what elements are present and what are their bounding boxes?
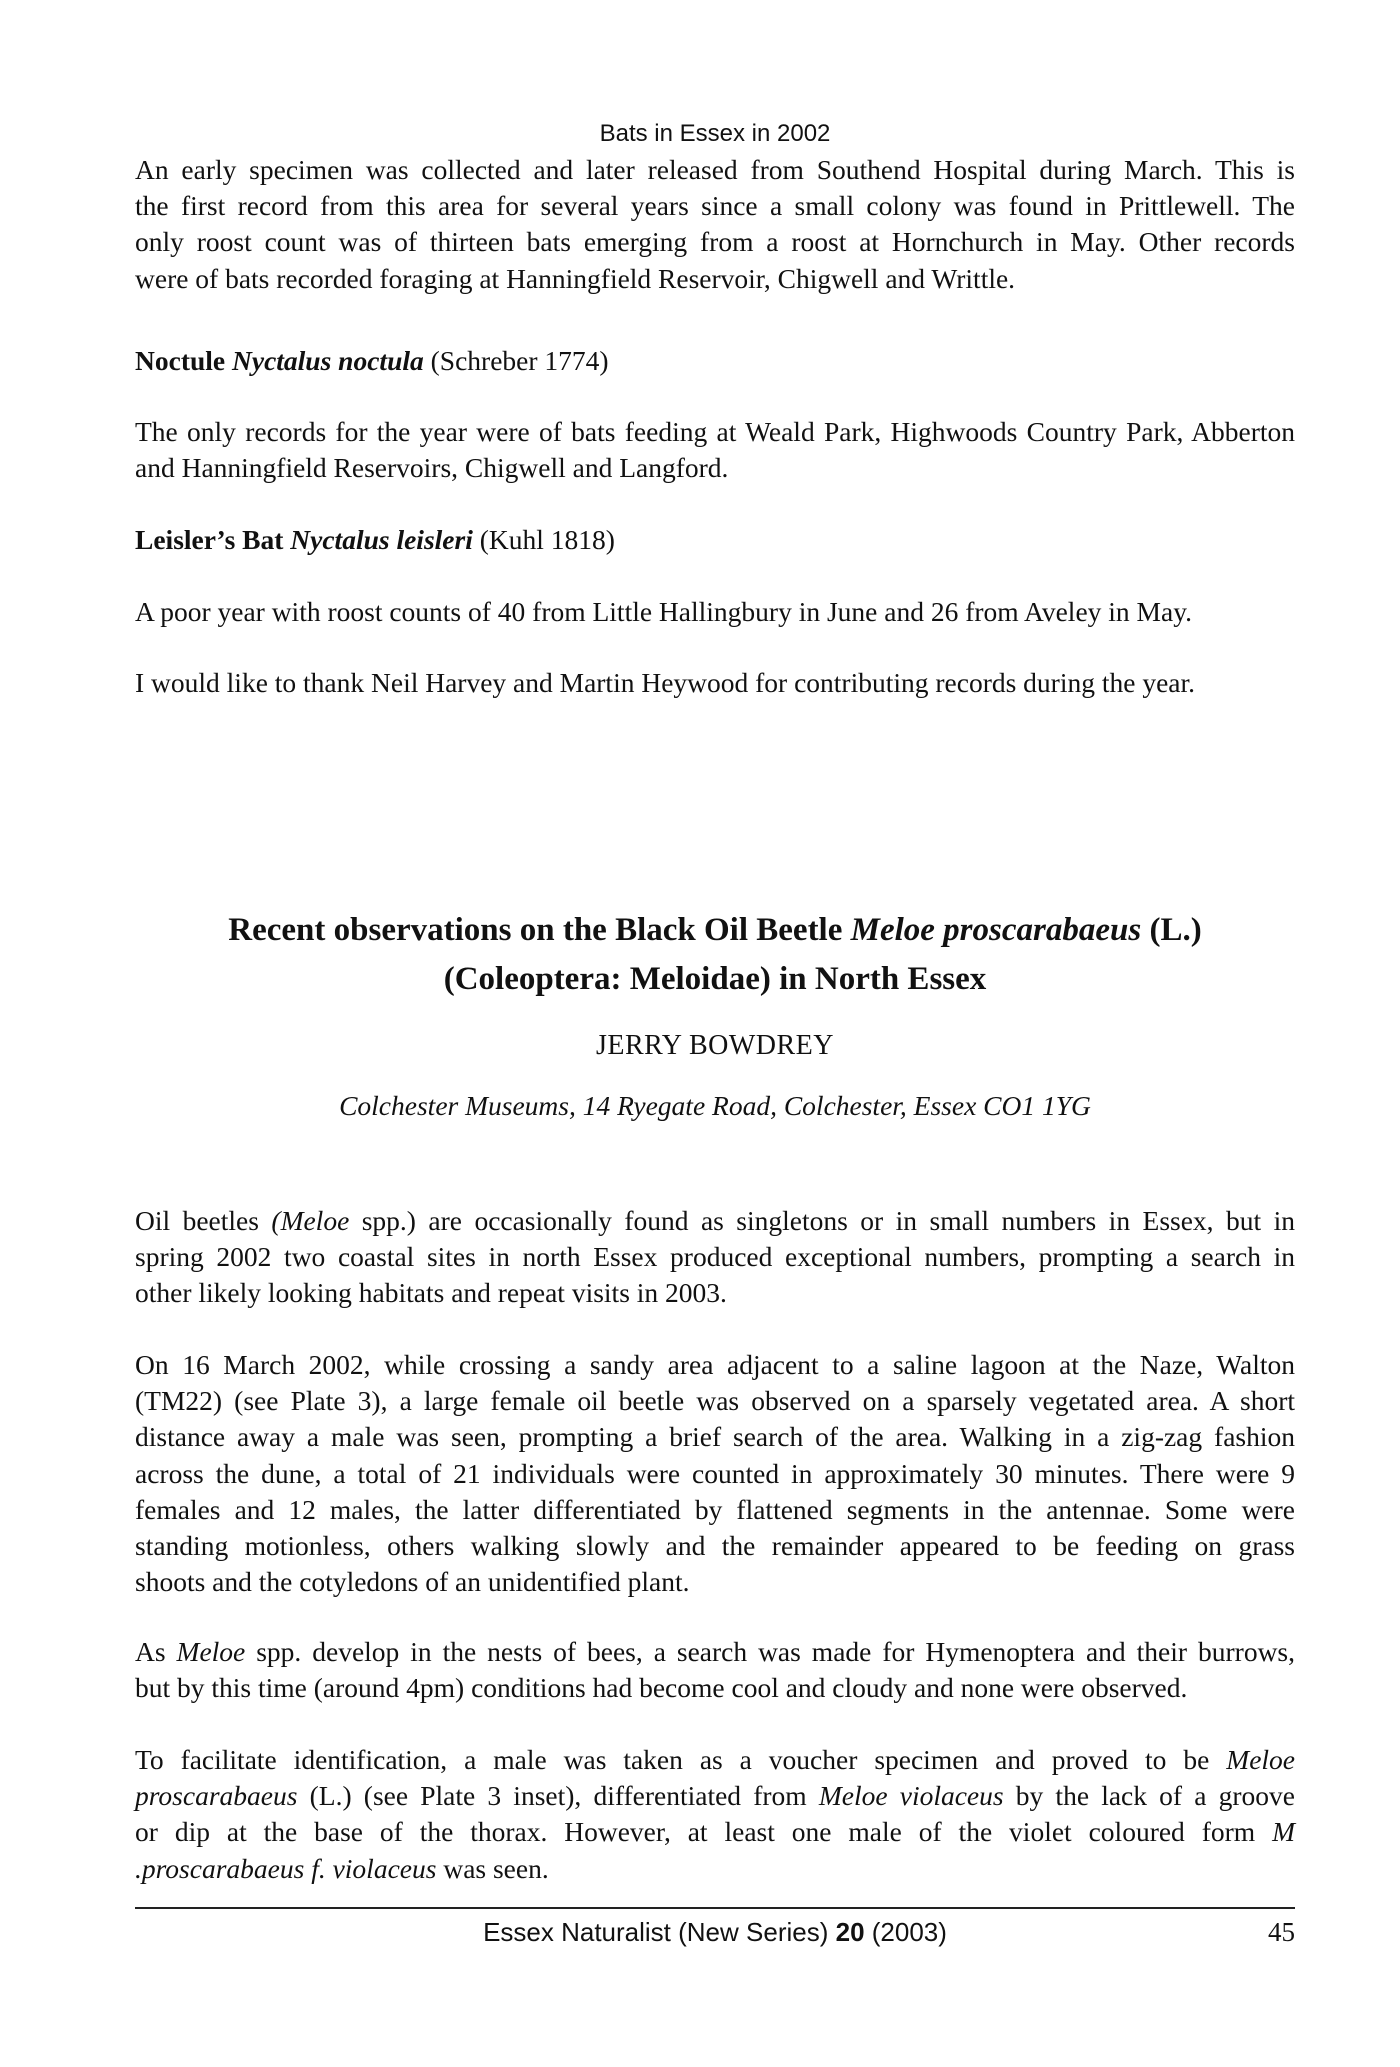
- italic-run: Meloe: [176, 1636, 246, 1667]
- text-run: (L.) (see Plate 3 inset), differentiated from: [309, 1780, 807, 1812]
- text-line: [135, 1203, 1295, 1239]
- journal-year: (2003): [871, 1917, 947, 1947]
- article-affiliation: Colchester Museums, 14 Ryegate Road, Colchester, Essex CO1 1YG: [339, 1090, 1091, 1121]
- leisler-paragraph: [135, 594, 1295, 630]
- text-line: [135, 1742, 1295, 1778]
- text-line: and Hanningfield Reservoirs, Chigwell and Langford.: [135, 452, 729, 484]
- text-line: but by this time (around 4pm) conditions had become cool and cloudy and none were observed.: [135, 1672, 1188, 1704]
- journal-citation: [135, 1914, 1295, 1950]
- species-common-name: Leisler’s Bat: [135, 524, 284, 555]
- species-scientific-name: Nyctalus noctula: [232, 345, 424, 376]
- body-paragraph-2: [135, 1347, 1295, 1600]
- italic-run: .proscarabaeus f. violaceus: [135, 1852, 437, 1884]
- journal-volume: 20: [835, 1917, 865, 1947]
- running-head: Bats in Essex in 2002: [599, 120, 831, 147]
- text-line: [135, 1814, 1295, 1850]
- text-line: The only records for the year were of bats feeding at Weald Park, Highwoods Country Park, Abberton: [135, 416, 1295, 447]
- text-line: (TM22) (see Plate 3), a large female oil beetle was observed on a sparsely vegetated area. A short: [135, 1385, 1295, 1417]
- text-run: Oil beetles: [135, 1205, 259, 1236]
- page-number: 45: [1268, 1917, 1295, 1947]
- body-paragraph-4: [135, 1742, 1295, 1887]
- text-run: As: [135, 1636, 166, 1667]
- italic-run: M: [1272, 1816, 1296, 1848]
- text-line: other likely looking habitats and repeat visits in 2003.: [135, 1277, 727, 1309]
- text-run: by the lack of a groove: [1015, 1780, 1295, 1812]
- text-line: [135, 1778, 1295, 1814]
- text-line: On 16 March 2002, while crossing a sandy area adjacent to a saline lagoon at the Naze, Walton: [135, 1349, 1295, 1380]
- bats-intro-paragraph: [135, 152, 1295, 297]
- acknowledgement-paragraph: [135, 665, 1295, 701]
- species-scientific-name: Nyctalus leisleri: [290, 524, 473, 555]
- text-line: across the dune, a total of 21 individuals were counted in approximately 30 minutes. There were 9: [135, 1457, 1295, 1489]
- text-line: [135, 1634, 1295, 1670]
- text-line: An early specimen was collected and later released from Southend Hospital during March. This is: [135, 154, 1295, 185]
- footer-rule: [135, 1907, 1295, 1909]
- text-run: spp.) are occasionally found as singletons or in small numbers in Essex, but in: [361, 1205, 1295, 1236]
- italic-run: Meloe: [1226, 1744, 1295, 1775]
- title-text: Recent observations on the Black Oil Beetle: [228, 912, 843, 948]
- text-line: standing motionless, others walking slowly and the remainder appeared to be feeding on grass: [135, 1530, 1295, 1562]
- noctule-paragraph: [135, 414, 1295, 486]
- italic-run: (Meloe: [271, 1205, 350, 1236]
- species-authority: (Schreber 1774): [430, 345, 609, 376]
- body-paragraph-3: [135, 1634, 1295, 1706]
- text-run: To facilitate identification, a male was taken as a voucher specimen and proved to be: [135, 1744, 1210, 1775]
- species-common-name: Noctule: [135, 345, 226, 376]
- italic-run: proscarabaeus: [135, 1780, 298, 1812]
- text-line: I would like to thank Neil Harvey and Martin Heywood for contributing records during the year.: [135, 667, 1195, 698]
- text-line: females and 12 males, the latter differentiated by flattened segments in the antennae. Some were: [135, 1493, 1295, 1525]
- title-species: Meloe proscarabaeus: [850, 912, 1142, 948]
- article-author: JERRY BOWDREY: [595, 1030, 835, 1061]
- text-run: spp. develop in the nests of bees, a search was made for Hymenoptera and their burrows,: [256, 1636, 1296, 1667]
- noctule-heading: [135, 343, 1295, 379]
- text-line: spring 2002 two coastal sites in north Essex produced exceptional numbers, prompting a search in: [135, 1241, 1295, 1273]
- species-authority: (Kuhl 1818): [479, 524, 615, 555]
- page-footer: [135, 1914, 1295, 1950]
- text-line: only roost count was of thirteen bats emerging from a roost at Hornchurch in May. Other records: [135, 226, 1295, 258]
- text-line: distance away a male was seen, prompting a brief search of the area. Walking in a zig-zag fashion: [135, 1421, 1295, 1453]
- text-line: were of bats recorded foraging at Hanningfield Reservoir, Chigwell and Writtle.: [135, 262, 1016, 294]
- article-title-line-2: (Coleoptera: Meloidae) in North Essex: [443, 961, 987, 997]
- article-title-line-1: [135, 908, 1295, 952]
- text-run: was seen.: [443, 1852, 549, 1884]
- text-line: the first record from this area for several years since a small colony was found in Prittlewell. The: [135, 190, 1295, 222]
- journal-name: Essex Naturalist (New Series): [483, 1917, 829, 1947]
- text-run: or dip at the base of the thorax. However, at least one male of the violet coloured form: [135, 1816, 1256, 1848]
- italic-run: Meloe violaceus: [818, 1780, 1004, 1812]
- leisler-heading: [135, 522, 1295, 558]
- title-suffix: (L.): [1149, 912, 1202, 948]
- text-line: A poor year with roost counts of 40 from Little Hallingbury in June and 26 from Aveley in May.: [135, 596, 1193, 627]
- body-paragraph-1: [135, 1203, 1295, 1312]
- text-line: shoots and the cotyledons of an unidentified plant.: [135, 1566, 690, 1598]
- text-line: [135, 1851, 1295, 1887]
